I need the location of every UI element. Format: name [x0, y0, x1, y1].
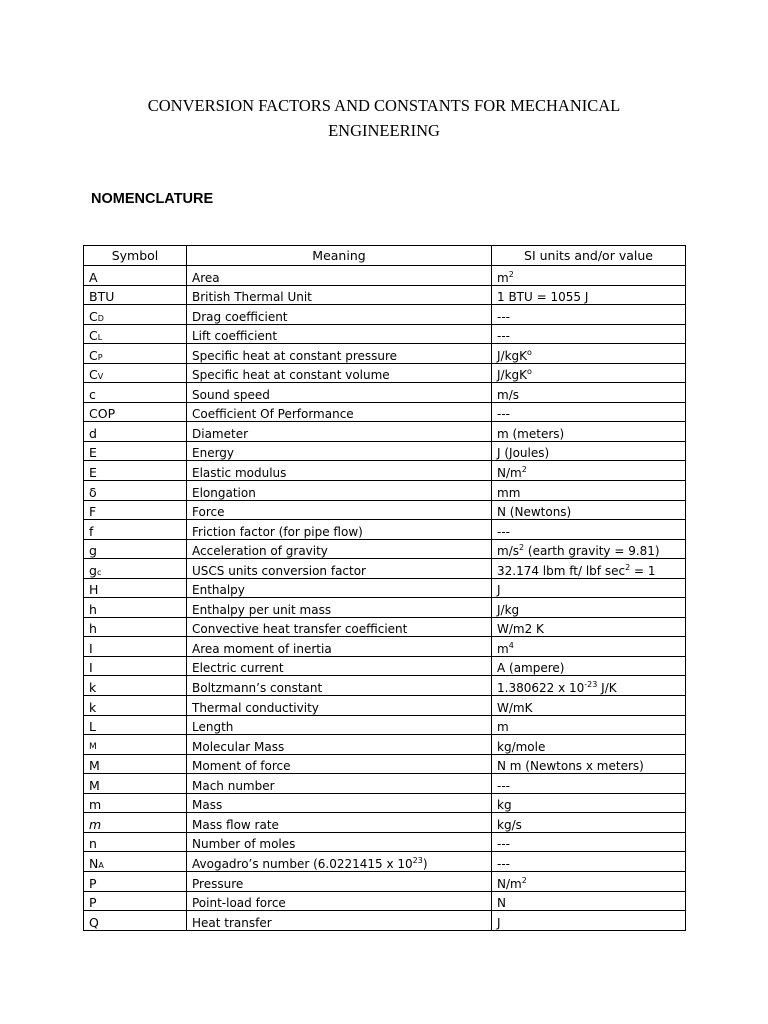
meaning-cell: Thermal conductivity — [187, 696, 492, 716]
si-units-cell: J — [492, 911, 686, 931]
symbol-cell: n — [84, 832, 187, 852]
table-row — [84, 344, 686, 364]
symbol-cell: gc — [84, 559, 187, 579]
meaning-cell: Elastic modulus — [187, 461, 492, 481]
meaning-cell: Mach number — [187, 774, 492, 794]
si-units-cell: N — [492, 891, 686, 911]
si-units-cell: --- — [492, 305, 686, 325]
symbol-cell: δ — [84, 481, 187, 501]
symbol-cell: m — [84, 793, 187, 813]
symbol-cell: H — [84, 578, 187, 598]
si-units-cell: $N/m^2$ — [492, 871, 686, 891]
table-row — [84, 559, 686, 579]
meaning-cell: Mass flow rate — [187, 813, 492, 833]
table-row — [84, 266, 686, 286]
meaning-cell: Convective heat transfer coefficient — [187, 617, 492, 637]
table-row — [84, 832, 686, 852]
meaning-cell: Moment of force — [187, 754, 492, 774]
meaning-cell: Specific heat at constant volume — [187, 363, 492, 383]
table-row — [84, 656, 686, 676]
table-row — [84, 402, 686, 422]
symbol-cell: E — [84, 441, 187, 461]
table-row — [84, 461, 686, 481]
si-units-cell: J/kgK$^o$ — [492, 363, 686, 383]
si-units-cell: A (ampere) — [492, 656, 686, 676]
si-units-cell: $m/s^2$ (earth gravity = 9.81) — [492, 539, 686, 559]
table-row — [84, 539, 686, 559]
table-row — [84, 871, 686, 891]
symbol-cell: f — [84, 520, 187, 540]
meaning-cell: Elongation — [187, 481, 492, 501]
table-row — [84, 422, 686, 442]
si-units-cell: --- — [492, 324, 686, 344]
table-row — [84, 500, 686, 520]
si-units-cell: W/m2 K — [492, 617, 686, 637]
si-units-cell: J — [492, 578, 686, 598]
symbol-cell: h — [84, 598, 187, 618]
table-row — [84, 520, 686, 540]
meaning-cell: Length — [187, 715, 492, 735]
symbol-cell: P — [84, 871, 187, 891]
si-units-cell: kg/mole — [492, 735, 686, 755]
si-units-cell: $m^4$ — [492, 637, 686, 657]
symbol-cell: g — [84, 539, 187, 559]
meaning-cell: Electric current — [187, 656, 492, 676]
si-units-cell: kg — [492, 793, 686, 813]
meaning-cell: Sound speed — [187, 383, 492, 403]
symbol-cell: M — [84, 735, 187, 755]
title-line-2: ENGINEERING — [328, 121, 440, 140]
symbol-cell: k — [84, 696, 187, 716]
si-units-cell: m — [492, 715, 686, 735]
meaning-cell: Diameter — [187, 422, 492, 442]
meaning-cell: Heat transfer — [187, 911, 492, 931]
meaning-cell: Enthalpy — [187, 578, 492, 598]
section-heading: NOMENCLATURE — [91, 191, 214, 207]
symbol-cell: A — [84, 266, 187, 286]
symbol-cell: CL — [84, 324, 187, 344]
table-row — [84, 324, 686, 344]
table-row — [84, 793, 686, 813]
symbol-cell: m — [84, 813, 187, 833]
table-row — [84, 363, 686, 383]
meaning-cell: USCS units conversion factor — [187, 559, 492, 579]
meaning-cell: Mass — [187, 793, 492, 813]
si-units-cell: --- — [492, 832, 686, 852]
symbol-cell: M — [84, 754, 187, 774]
si-units-cell: N m (Newtons x meters) — [492, 754, 686, 774]
si-units-cell: J/kgK$^o$ — [492, 344, 686, 364]
si-units-cell: --- — [492, 520, 686, 540]
si-units-cell: m (meters) — [492, 422, 686, 442]
table-row — [84, 617, 686, 637]
header-symbol: Symbol — [84, 246, 187, 266]
meaning-cell: Acceleration of gravity — [187, 539, 492, 559]
meaning-cell: Area moment of inertia — [187, 637, 492, 657]
nomenclature-table — [83, 245, 686, 931]
meaning-cell: Number of moles — [187, 832, 492, 852]
meaning-cell: Avogadro’s number (6.0221415 x $10^{23}$) — [187, 852, 492, 872]
header-si-units: SI units and/or value — [492, 246, 686, 266]
table-row — [84, 754, 686, 774]
symbol-cell: c — [84, 383, 187, 403]
table-row — [84, 911, 686, 931]
table-row — [84, 481, 686, 501]
symbol-cell: CV — [84, 363, 187, 383]
meaning-cell: Enthalpy per unit mass — [187, 598, 492, 618]
meaning-cell: Pressure — [187, 871, 492, 891]
table-header-row — [84, 246, 686, 266]
title-line-1: CONVERSION FACTORS AND CONSTANTS FOR MECHANICAL — [147, 96, 621, 115]
table-row — [84, 852, 686, 872]
table-row — [84, 696, 686, 716]
symbol-cell: E — [84, 461, 187, 481]
symbol-cell: F — [84, 500, 187, 520]
si-units-cell: 32.174 lbm ft/ lbf $\sec^2 = 1$ — [492, 559, 686, 579]
meaning-cell: Specific heat at constant pressure — [187, 344, 492, 364]
meaning-cell: British Thermal Unit — [187, 285, 492, 305]
meaning-cell: Drag coefficient — [187, 305, 492, 325]
si-units-cell: kg/s — [492, 813, 686, 833]
meaning-cell: Boltzmann’s constant — [187, 676, 492, 696]
symbol-cell: I — [84, 656, 187, 676]
si-units-cell: J (Joules) — [492, 441, 686, 461]
si-units-cell: --- — [492, 774, 686, 794]
meaning-cell: Force — [187, 500, 492, 520]
si-units-cell: $N/m^2$ — [492, 461, 686, 481]
symbol-cell: COP — [84, 402, 187, 422]
meaning-cell: Point-load force — [187, 891, 492, 911]
table-row — [84, 715, 686, 735]
si-units-cell: J/kg — [492, 598, 686, 618]
table-row — [84, 578, 686, 598]
si-units-cell: m/s — [492, 383, 686, 403]
symbol-cell: NA — [84, 852, 187, 872]
table-row — [84, 774, 686, 794]
symbol-cell: CP — [84, 344, 187, 364]
table-row — [84, 676, 686, 696]
symbol-cell: BTU — [84, 285, 187, 305]
meaning-cell: Friction factor (for pipe flow) — [187, 520, 492, 540]
table-row — [84, 305, 686, 325]
si-units-cell: $m^2$ — [492, 266, 686, 286]
si-units-cell: 1 BTU = 1055 J — [492, 285, 686, 305]
table-row — [84, 891, 686, 911]
meaning-cell: Molecular Mass — [187, 735, 492, 755]
symbol-cell: M — [84, 774, 187, 794]
meaning-cell: Lift coefficient — [187, 324, 492, 344]
symbol-cell: Q — [84, 911, 187, 931]
symbol-cell: P — [84, 891, 187, 911]
symbol-cell: CD — [84, 305, 187, 325]
meaning-cell: Energy — [187, 441, 492, 461]
symbol-cell: L — [84, 715, 187, 735]
meaning-cell: Area — [187, 266, 492, 286]
symbol-cell: k — [84, 676, 187, 696]
table-row — [84, 637, 686, 657]
si-units-cell: 1.380622 x $10^{-23}$ J/K — [492, 676, 686, 696]
table-row — [84, 598, 686, 618]
document-title — [0, 93, 768, 143]
table-row — [84, 285, 686, 305]
table-row — [84, 383, 686, 403]
si-units-cell: --- — [492, 852, 686, 872]
si-units-cell: mm — [492, 481, 686, 501]
table-row — [84, 441, 686, 461]
si-units-cell: N (Newtons) — [492, 500, 686, 520]
symbol-cell: h — [84, 617, 187, 637]
symbol-cell: d — [84, 422, 187, 442]
header-meaning: Meaning — [187, 246, 492, 266]
si-units-cell: W/mK — [492, 696, 686, 716]
symbol-cell: I — [84, 637, 187, 657]
meaning-cell: Coefficient Of Performance — [187, 402, 492, 422]
table-row — [84, 735, 686, 755]
table-row — [84, 813, 686, 833]
si-units-cell: --- — [492, 402, 686, 422]
